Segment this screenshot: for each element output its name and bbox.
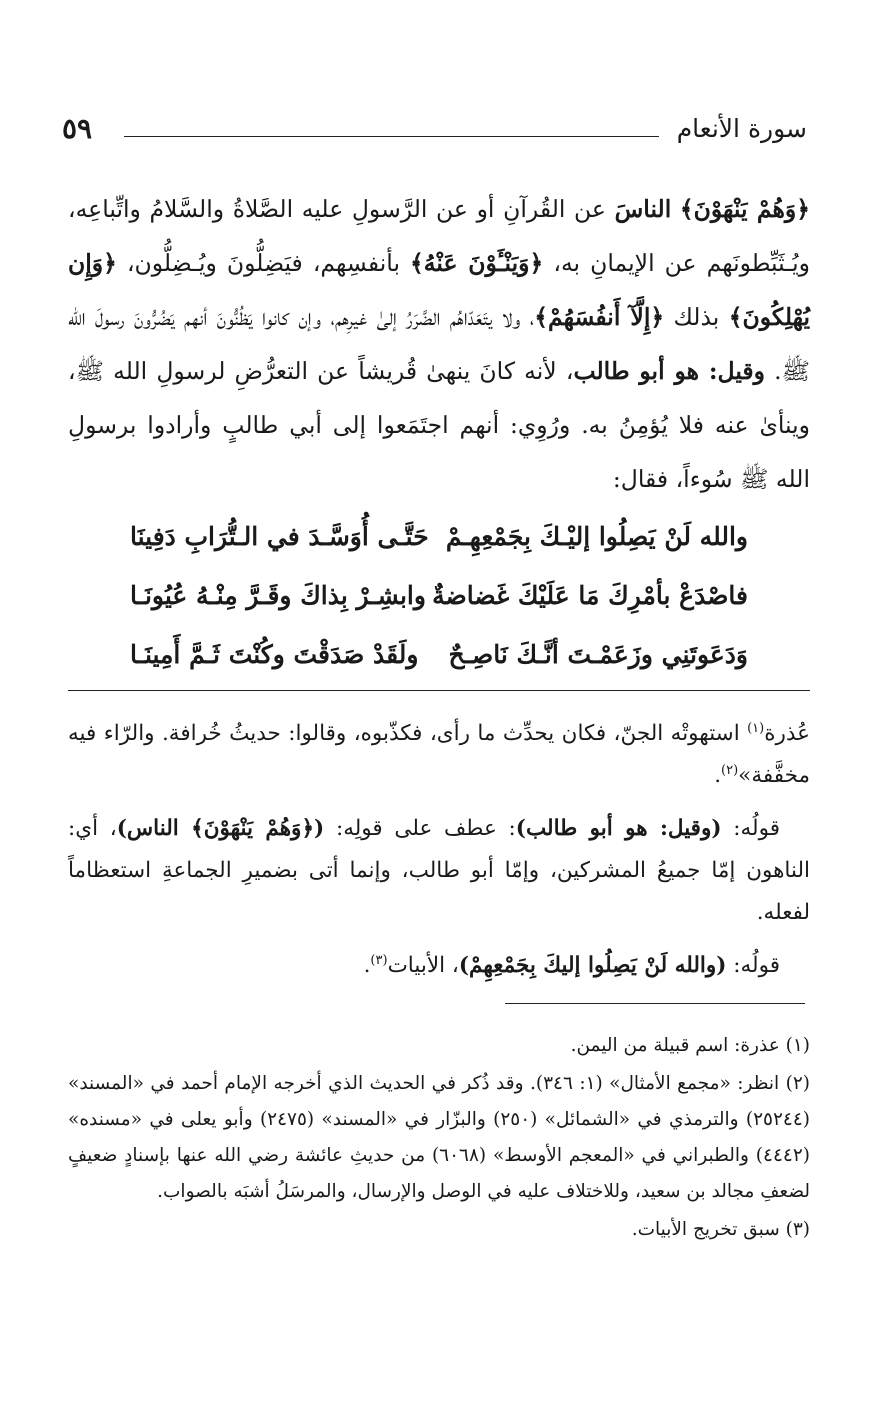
commentary-paragraph: [68, 808, 810, 934]
footnote: (٢) انظر: «مجمع الأمثال» (١: ٣٤٦). وقد ذُكر في الحديث الذي أخرجه الإمام أحمد في «المسند» (٢٥٢٤٤) والترمذي في «الشمائل» (٢٥٠) والبزّار في «المسند» (٢٤٧٥) وأبو يعلى في «مسنده» (٤٤٤٢) والطبراني في «المعجم الأوسط» (٦٠٦٨) من حديثِ عائشة رضي الله عنها بإسنادٍ ضعيفٍ لضعفِ مجالد بن سعيد، وللاختلاف عليه في الوصل والإرسال، والمرسَلُ أشبَه بالصواب.: [68, 1073, 810, 1202]
text-segment: : عطف على قولِه:: [324, 816, 516, 841]
footnote-ref[interactable]: (٣): [370, 952, 388, 968]
bold-phrase: (والله لَنْ يَصِلُوا إليكَ بِجَمْعِهِمْ): [458, 953, 727, 978]
footnote-rule: [505, 1003, 805, 1004]
footnote: (١) عذرة: اسم قبيلة من اليمن.: [570, 1035, 810, 1056]
text-segment: استهوتْه الجنّ، فكان يحدِّث ما رأى، فكذّبوه، وقالوا: حديثُ خُرافة. والرّاء فيه مخفَّفة»: [68, 721, 810, 788]
main-paragraph: [68, 182, 810, 506]
text-segment: بذلك: [664, 303, 729, 331]
main-text: [68, 182, 810, 506]
text-segment: عُذرة: [764, 721, 810, 746]
poem-verse: [130, 630, 748, 689]
verse-second-hemistich: ولَقَدْ صَدَقْتَ وكُنْتَ ثَـمَّ أَمِينَـا: [130, 640, 419, 669]
text-segment: ، ولا يتَعَدّاهُم الضَّرَرُ إلىٰ غيرِهم، وإن كانوا يَظُنُّونَ أنهم يَضُرُّونَ رسولَ الله ﷺ.: [68, 303, 811, 385]
poem-verse: [130, 571, 748, 630]
footnote: (٣) سبق تخريج الأبيات.: [631, 1219, 810, 1240]
text-segment: .: [363, 953, 371, 978]
quran-quote: ﴿وَيَنْـَٔوْنَ عَنْهُ﴾: [410, 249, 544, 277]
text-segment: ، الأبيات: [387, 953, 459, 978]
verse-first-hemistich: والله لَنْ يَصِلُوا إليْـكَ بِجَمْعِهِـمْ: [445, 522, 748, 551]
verse-first-hemistich: وَدَعَوتَنِي وزَعَمْـتَ أنَّـكَ نَاصِـحٌ: [448, 640, 748, 669]
quran-quote: ﴿إِلَّآ أَنفُسَهُمْ﴾: [534, 303, 665, 331]
page-header: [62, 112, 807, 152]
verse-first-hemistich: فاصْدَعْ بأمْرِكَ مَا عَلَيْكَ غَضاضةٌ: [432, 581, 748, 610]
text-segment: بأنفسِهم، فيَضِلُّونَ ويُـضِلُّون،: [116, 249, 411, 277]
verse-second-hemistich: وابشِـرْ بِذاكَ وقَـرَّ مِنْـهُ عُيُونَـا: [130, 581, 426, 610]
commentary: [68, 713, 810, 998]
footnotes: [68, 1028, 810, 1250]
text-segment: عن القُرآنِ أو عن الرَّسولِ عليه الصَّلاةُ والسَّلامُ واتِّباعِه، ويُـثَبِّطونَهم عن الإيمانِ به،: [68, 195, 810, 277]
verse-second-hemistich: حَتَّـى أُوَسَّـدَ في الـتُّرَابِ دَفِينَا: [130, 522, 429, 551]
quran-quote: ﴿وَإِن يُهْلِكُونَ﴾: [68, 249, 811, 331]
header-rule: [124, 136, 659, 137]
commentary-separator: [68, 690, 810, 691]
surah-title: سورة الأنعام: [676, 114, 807, 143]
footnote-ref[interactable]: (١): [747, 720, 765, 736]
quran-quote: ﴿وَهُمْ يَنْهَوْنَ﴾: [679, 195, 810, 223]
page-number: ٥٩: [62, 112, 93, 145]
text-segment: قولُه:: [721, 816, 780, 841]
text-segment: .: [714, 763, 722, 788]
footnote-ref[interactable]: (٢): [721, 762, 739, 778]
bold-term: الناسَ: [614, 195, 672, 223]
bold-phrase: (﴿وَهُمْ يَنْهَوْنَ﴾ الناس): [116, 816, 325, 841]
poem: [130, 512, 748, 689]
text-segment: ، لأنه كانَ ينهىٰ قُريشاً عن التعرُّضِ لرسولِ الله ﷺ، وينأىٰ عنه فلا يُؤمِنُ به. ورُوِي: أنهم اجتَمَعوا إلى أبي طالبٍ وأرادوا برسولِ الله ﷺ سُوءاً، فقال:: [68, 357, 810, 493]
poem-verse: [130, 512, 748, 571]
text-segment: قولُه:: [726, 953, 780, 978]
bold-phrase: (وقيل: هو أبو طالب): [515, 816, 722, 841]
bold-phrase: وقيل: هو أبو طالب: [573, 357, 765, 385]
text-segment: ، أي: الناهون إمّا جميعُ المشركين، وإمّا أبو طالب، وإنما أتى بضميرِ الجماعةِ استعظاماً لفعله.: [68, 816, 810, 925]
commentary-paragraph: [68, 713, 810, 797]
commentary-paragraph: [68, 945, 810, 987]
